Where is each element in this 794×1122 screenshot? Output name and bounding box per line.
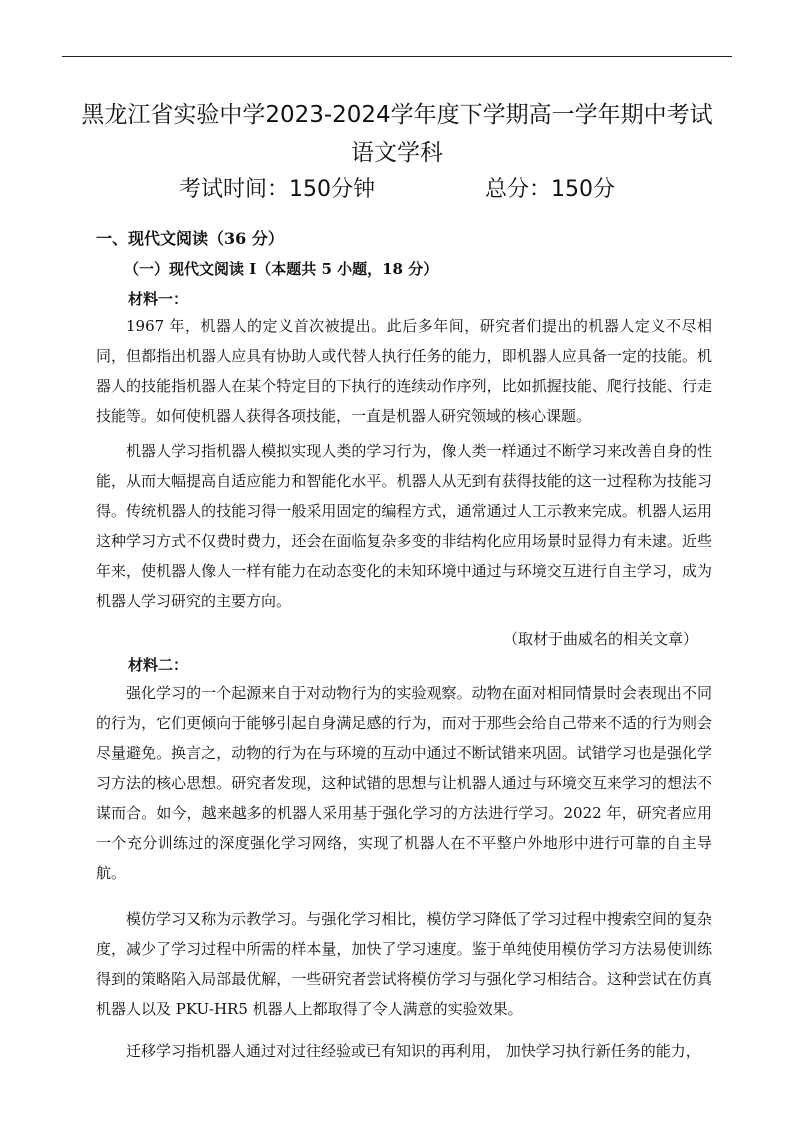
material1-paragraph-2: 机器人学习指机器人模拟实现人类的学习行为，像人类一样通过不断学习来改善自身的性能，从而大幅提高自适应能力和智能化水平。机器人从无到有获得技能的这一过程称为技能习得。传统机器人的技能习得一般采用固定的编程方式，通常通过人工示教来完成。机器人运用这种学习方式不仅费时费力，还会在面临复杂多变的非结构化应用场景时显得力有未逮。近些年来，使机器人像人一样有能力在动态变化的未知环境中通过与环境交互进行自主学习，成为机器人学习研究的主要方向。 [96, 442, 712, 610]
material2-paragraph-1: 强化学习的一个起源来自于对动物行为的实验观察。动物在面对相同情景时会表现出不同的行为，它们更倾向于能够引起自身满足感的行为，而对于那些会给自己带来不适的行为则会尽量避免。换言之，动物的行为在与环境的互动中通过不断试错来巩固。试错学习也是强化学习方法的核心思想。研究者发现，这种试错的思想与让机器人通过与环境交互来学习的想法不谋而合。如今，越来越多的机器人采用基于强化学习的方法进行学习。2022 年，研究者应用一个充分训练过的深度强化学习网络，实现了机器人在不平整户外地形中进行可靠的自主导航。 [96, 684, 712, 882]
exam-title: 黑龙江省实验中学2023-2024学年度下学期高一学年期中考试 [81, 102, 713, 128]
subject-title: 语文学科 [351, 140, 443, 166]
material2-label: 材料二： [128, 656, 189, 674]
material1-source: （取材于曲威名的相关文章） [502, 630, 698, 648]
total-score: 总分：150分 [485, 177, 615, 202]
material1-label: 材料一： [128, 290, 189, 308]
top-rule [62, 56, 732, 57]
section-heading: 一、现代文阅读（36 分） [96, 229, 284, 248]
material2-paragraph-2: 模仿学习又称为示教学习。与强化学习相比，模仿学习降低了学习过程中搜索空间的复杂度，减少了学习过程中所需的样本量，加快了学习速度。鉴于单纯使用模仿学习方法易使训练得到的策略陷入局部最优解，一些研究者尝试将模仿学习与强化学习相结合。这种尝试在仿真机器人以及 PKU-HR5 机器人上都取得了令人满意的实验效果。 [96, 910, 712, 1018]
section-subheading: （一）现代文阅读 I（本题共 5 小题，18 分） [124, 260, 439, 278]
material2-paragraph-3: 迁移学习指机器人通过对过往经验或已有知识的再利用， 加快学习执行新任务的能力， [126, 1042, 701, 1060]
exam-info [0, 172, 794, 203]
exam-time: 考试时间：150分钟 [179, 177, 375, 202]
material1-paragraph-1: 1967 年，机器人的定义首次被提出。此后多年间，研究者们提出的机器人定义不尽相同，但都指出机器人应具有协助人或代替人执行任务的能力，即机器人应具备一定的技能。机器人的技能指机器人在某个特定目的下执行的连续动作序列，比如抓握技能、爬行技能、行走技能等。如何使机器人获得各项技能，一直是机器人研究领域的核心课题。 [96, 317, 712, 425]
